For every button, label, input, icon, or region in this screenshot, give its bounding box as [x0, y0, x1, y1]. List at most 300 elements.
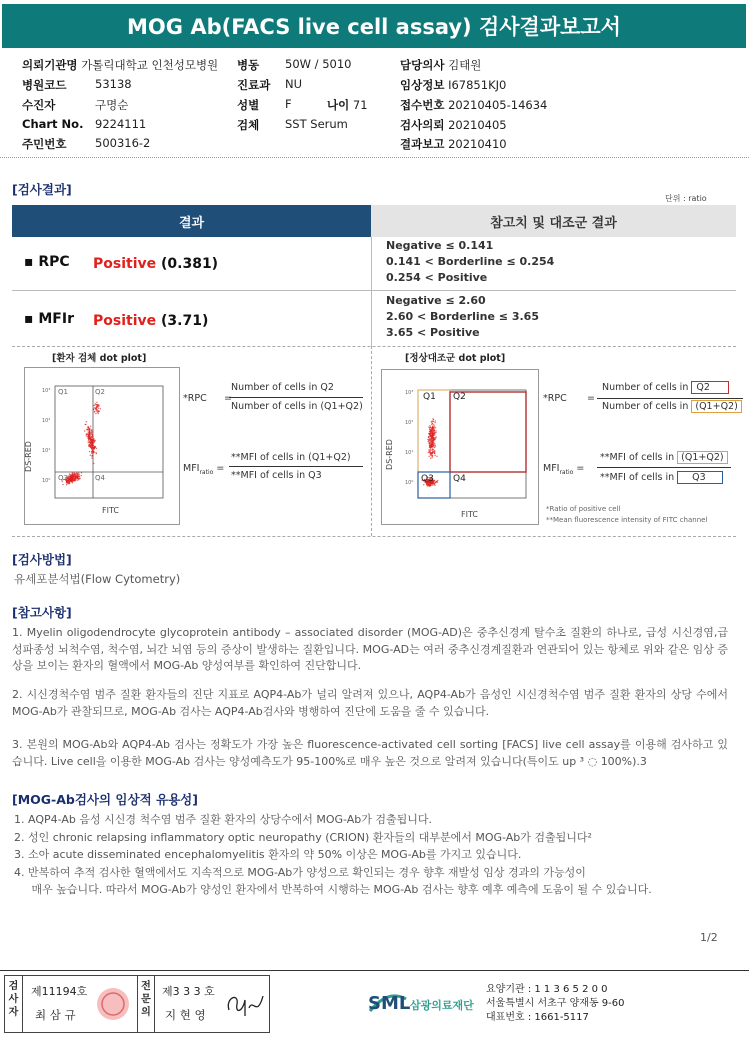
control-q3: Q3 — [421, 474, 434, 484]
mfi-formula-label: $MFI_{ratio}$ = — [183, 463, 225, 476]
control-rpc-den-text: Number of cells in — [602, 401, 689, 412]
scatter-dot — [428, 440, 429, 441]
method-text: 유세포분석법(Flow Cytometry) — [14, 572, 181, 586]
scatter-dot — [97, 409, 98, 410]
scatter-dot — [434, 433, 435, 434]
scatter-dot — [94, 441, 95, 442]
control-rpc-denominator — [602, 401, 742, 412]
mfir-name: MFIr — [38, 311, 74, 327]
scatter-dot — [88, 436, 89, 437]
rpc-formula-numerator: Number of cells in Q2 — [231, 382, 334, 393]
scatter-dot — [431, 421, 432, 422]
phone: 대표번호 : 1661-5117 — [486, 1012, 589, 1023]
scatter-dot — [434, 445, 435, 446]
scatter-dot — [436, 481, 437, 482]
scatter-dot — [435, 420, 436, 421]
control-rpc-eq: = — [587, 393, 595, 404]
scatter-dot — [428, 443, 429, 444]
scatter-dot — [432, 435, 433, 436]
scatter-dot — [96, 402, 97, 403]
scatter-dot — [428, 436, 429, 437]
tester-name: 최 삼 규 — [35, 1008, 76, 1022]
scatter-dot — [89, 444, 90, 445]
ward-value: 50W / 5010 — [285, 57, 352, 71]
rpc-value: (0.381) — [161, 256, 219, 272]
scatter-dot — [91, 445, 92, 446]
scatter-dot — [72, 482, 73, 483]
utility-item: 4. 반복하여 추적 검사한 혈액에서도 지속적으로 MOG-Ab가 양성으로 확인되는 경우 향후 재발성 임상 경과의 가능성이 — [14, 865, 586, 879]
mfi-formula-denominator: **MFI of cells in Q3 — [231, 470, 322, 481]
control-tick: 10³ — [405, 390, 414, 396]
clinical-label: 임상정보 — [400, 78, 445, 92]
scatter-dot — [72, 480, 73, 481]
control-mfi-numerator — [600, 452, 728, 463]
control-rpc-numerator — [602, 382, 729, 393]
scatter-dot — [89, 437, 90, 438]
mfir-value: (3.71) — [161, 313, 209, 329]
scatter-dot — [93, 463, 94, 464]
scatter-dot — [69, 482, 70, 483]
patient-y-label: DS-RED — [23, 441, 33, 472]
resident-label: 주민번호 — [22, 137, 67, 151]
rpc-reference — [386, 238, 554, 286]
scatter-dot — [430, 446, 431, 447]
scatter-dot — [432, 484, 433, 485]
plot-divider — [371, 346, 372, 536]
scatter-dot — [434, 453, 435, 454]
scatter-dot — [96, 448, 97, 449]
mfir-ref-positive: 3.65 < Positive — [386, 326, 480, 339]
scatter-dot — [95, 452, 96, 453]
scatter-dot — [74, 478, 75, 479]
patient-q1: Q1 — [58, 388, 68, 396]
scatter-dot — [91, 429, 92, 430]
control-y-label: DS-RED — [384, 439, 394, 470]
tester-number: 제11194호 — [31, 985, 88, 998]
scatter-dot — [93, 405, 94, 406]
scatter-dot — [91, 458, 92, 459]
scatter-dot — [81, 472, 82, 473]
rpc-formula-denominator: Number of cells in (Q1+Q2) — [231, 401, 363, 412]
patient-label: 수진자 — [22, 98, 56, 112]
institution-value: 가톨릭대학교 인천성모병원 — [81, 58, 219, 72]
scatter-dot — [77, 480, 78, 481]
scatter-dot — [98, 408, 99, 409]
scatter-dot — [432, 431, 433, 432]
scatter-dot — [432, 455, 433, 456]
specialist-label: 전문의 — [137, 976, 155, 1032]
scatter-dot — [100, 408, 101, 409]
mfi-sub: ratio — [199, 468, 214, 476]
control-rpc-label: *RPC — [543, 393, 567, 404]
divider — [0, 157, 749, 158]
scatter-dot — [95, 413, 96, 414]
specimen-label: 검체 — [237, 118, 260, 132]
scatter-dot — [93, 409, 94, 410]
scatter-dot — [84, 430, 85, 431]
care-number: 요양기관 : 1 1 3 6 5 2 0 0 — [486, 984, 608, 995]
scatter-dot — [429, 425, 430, 426]
patient-tick: 10² — [42, 418, 51, 424]
scatter-dot — [433, 431, 434, 432]
sex-value: F — [285, 97, 292, 111]
request-value: 20210405 — [448, 118, 507, 132]
scatter-dot — [89, 441, 90, 442]
clinical-value: I67851KJ0 — [448, 78, 507, 92]
scatter-dot — [427, 439, 428, 440]
scatter-dot — [94, 405, 95, 406]
control-mfi-label: $MFI_{ratio}$ = — [543, 463, 585, 476]
scatter-dot — [430, 427, 431, 428]
scatter-dot — [71, 474, 72, 475]
scatter-dot — [74, 476, 75, 477]
scatter-dot — [89, 429, 90, 430]
sml-logo-text: SML — [368, 993, 411, 1014]
utility-item: 1. AQP4-Ab 음성 시신경 척수염 범주 질환 환자의 상당수에서 MOG-Ab가 검출됩니다. — [14, 813, 432, 826]
scatter-dot — [88, 445, 89, 446]
scatter-dot — [92, 450, 93, 451]
control-tick: 10² — [405, 420, 414, 426]
page-number: 1/2 — [700, 931, 718, 944]
footer-contact — [486, 983, 625, 1025]
dept-value: NU — [285, 77, 303, 91]
control-tick: 10¹ — [405, 450, 414, 456]
control-mfi-denominator — [600, 472, 723, 483]
scatter-dot — [431, 433, 432, 434]
row-divider — [12, 290, 736, 291]
scatter-dot — [70, 480, 71, 481]
mfir-row: ▪ MFIr — [24, 311, 74, 327]
scatter-dot — [434, 422, 435, 423]
utility-heading: [MOG-Ab검사의 임상적 유용성] — [12, 792, 198, 807]
scatter-dot — [90, 434, 91, 435]
scatter-dot — [92, 440, 93, 441]
scatter-dot — [94, 411, 95, 412]
scatter-dot — [71, 477, 72, 478]
scatter-dot — [94, 446, 95, 447]
rpc-ref-negative: Negative ≤ 0.141 — [386, 239, 494, 252]
scatter-dot — [94, 451, 95, 452]
scatter-dot — [435, 427, 436, 428]
scatter-dot — [98, 405, 99, 406]
resident-value: 500316-2 — [95, 136, 151, 150]
control-mfi-den-text: **MFI of cells in — [600, 472, 675, 483]
scatter-dot — [428, 456, 429, 457]
scatter-dot — [429, 442, 430, 443]
result-column-header: 결과 — [12, 205, 371, 237]
patient-q2: Q2 — [95, 388, 105, 396]
scatter-dot — [91, 434, 92, 435]
scatter-dot — [93, 438, 94, 439]
scatter-dot — [91, 439, 92, 440]
rpc-name: RPC — [38, 254, 70, 270]
footnote-mfi: **Mean fluorescence intensity of FITC channel — [546, 516, 708, 524]
mfir-result — [93, 313, 208, 329]
scatter-dot — [432, 442, 433, 443]
specialist-number: 제3 3 3 호 — [162, 985, 215, 998]
mfir-ref-borderline: 2.60 < Borderline ≤ 3.65 — [386, 310, 539, 323]
mfir-result-text: Positive — [93, 313, 157, 329]
scatter-dot — [62, 484, 63, 485]
ward-label: 병동 — [237, 58, 260, 72]
scatter-dot — [68, 479, 69, 480]
address: 서울특별시 서초구 양재동 9-60 — [486, 998, 625, 1009]
control-q2: Q2 — [453, 392, 466, 402]
rpc-result-text: Positive — [93, 256, 157, 272]
report-value: 20210410 — [448, 137, 507, 151]
scatter-dot — [434, 455, 435, 456]
scatter-dot — [428, 449, 429, 450]
rpc-formula-eq: = — [224, 393, 232, 404]
signature-icon — [223, 988, 265, 1022]
note-paragraph-3: 3. 본원의 MOG-Ab와 AQP4-Ab 검사는 정확도가 가장 높은 fluorescence-activated cell sorting [FACS] live cell assay를 이용해 검사하고 있습니다. Live cell을 이용한 MOG-Ab 검사는 양성예측도가 95-100%로 매우 높은 것으로 알려져 있습니다(특이도 up ³ ◌ 100%).3 — [12, 738, 728, 768]
reference-column-header: 참고치 및 대조군 결과 — [371, 205, 736, 237]
scatter-dot — [85, 424, 86, 425]
scatter-dot — [434, 439, 435, 440]
control-x-label: FITC — [461, 510, 478, 519]
scatter-dot — [433, 429, 434, 430]
scatter-dot — [97, 412, 98, 413]
chart-label: Chart No. — [22, 117, 84, 131]
scatter-dot — [72, 472, 73, 473]
utility-list — [14, 811, 734, 899]
scatter-dot — [433, 424, 434, 425]
scatter-dot — [66, 482, 67, 483]
scatter-dot — [434, 485, 435, 486]
utility-item: 3. 소아 acute disseminated encephalomyelitis 환자의 약 50% 이상은 MOG-Ab를 가지고 있습니다. — [14, 848, 522, 861]
scatter-dot — [434, 447, 435, 448]
specimen-value: SST Serum — [285, 117, 348, 131]
age-label: 나이 — [327, 98, 350, 112]
doctor-value: 김태원 — [448, 58, 482, 72]
scatter-dot — [432, 440, 433, 441]
scatter-dot — [91, 447, 92, 448]
rpc-ref-borderline: 0.141 < Borderline ≤ 0.254 — [386, 255, 555, 268]
scatter-dot — [91, 432, 92, 433]
patient-q4: Q4 — [95, 474, 105, 482]
receipt-label: 접수번호 — [400, 98, 445, 112]
scatter-dot — [88, 435, 89, 436]
patient-tick: 10⁰ — [42, 478, 51, 484]
control-plot-title: [정상대조군 dot plot] — [405, 353, 506, 364]
scatter-dot — [95, 403, 96, 404]
scatter-dot — [435, 437, 436, 438]
scatter-dot — [433, 437, 434, 438]
rpc-ref-positive: 0.254 < Positive — [386, 271, 488, 284]
patient-x-label: FITC — [102, 506, 119, 515]
scatter-dot — [435, 430, 436, 431]
mfir-ref-negative: Negative ≤ 2.60 — [386, 294, 486, 307]
scatter-dot — [431, 457, 432, 458]
mfi-label: MFI — [183, 463, 200, 474]
scatter-dot — [428, 433, 429, 434]
scatter-dot — [432, 420, 433, 421]
scatter-dot — [91, 455, 92, 456]
dept-label: 진료과 — [237, 78, 271, 92]
scatter-dot — [434, 425, 435, 426]
patient-dot-plot — [24, 367, 180, 525]
scatter-dot — [431, 438, 432, 439]
scatter-dot — [70, 474, 71, 475]
scatter-dot — [434, 482, 435, 483]
scatter-dot — [433, 445, 434, 446]
scatter-dot — [78, 479, 79, 480]
scatter-dot — [87, 429, 88, 430]
sml-logo-name: 삼광의료재단 — [410, 999, 474, 1012]
control-mfi-num-text: **MFI of cells in — [600, 452, 675, 463]
control-dot-plot — [381, 369, 539, 525]
mfir-reference — [386, 293, 539, 341]
scatter-dot — [74, 479, 75, 480]
utility-item: 2. 성인 chronic relapsing inflammatory optic neuropathy (CRION) 환자들의 대부분에서 MOG-Ab가 검출됩니다² — [14, 830, 592, 844]
scatter-dot — [71, 478, 72, 479]
control-rpc-num-text: Number of cells in — [602, 382, 689, 393]
scatter-dot — [88, 439, 89, 440]
scatter-dot — [74, 473, 75, 474]
results-heading: [검사결과] — [12, 182, 72, 197]
rpc-row: ▪ RPC — [24, 254, 70, 270]
scatter-dot — [437, 480, 438, 481]
scatter-dot — [423, 484, 424, 485]
doctor-label: 담당의사 — [400, 58, 445, 72]
scatter-dot — [89, 432, 90, 433]
scatter-dot — [88, 442, 89, 443]
scatter-dot — [432, 427, 433, 428]
unit-label: 단위 : ratio — [665, 194, 707, 203]
scatter-dot — [86, 434, 87, 435]
scatter-dot — [77, 478, 78, 479]
scatter-dot — [433, 419, 434, 420]
scatter-dot — [77, 473, 78, 474]
scatter-dot — [426, 484, 427, 485]
plot-bottom-divider — [12, 536, 736, 537]
control-rpc-num-box: Q2 — [691, 381, 729, 394]
scatter-dot — [91, 451, 92, 452]
note-paragraph-2: 2. 시신경척수염 범주 질환 환자들의 진단 지표로 AQP4-Ab가 널리 알려져 있으나, AQP4-Ab가 음성인 시신경척수염 범주 질환 환자의 상당 수에서 MOG-Ab가 관찰되므로, MOG-Ab 검사는 AQP4-Ab검사와 병행하여 진단에 도움을 줄 수 있습니다. — [12, 688, 728, 718]
scatter-dot — [428, 427, 429, 428]
scatter-dot — [432, 444, 433, 445]
scatter-dot — [86, 421, 87, 422]
scatter-dot — [429, 449, 430, 450]
report-title: MOG Ab(FACS live cell assay) 검사결과보고서 — [2, 4, 746, 48]
scatter-dot — [95, 440, 96, 441]
institution-label: 의뢰기관명 — [22, 58, 78, 72]
scatter-dot — [88, 431, 89, 432]
scatter-dot — [88, 427, 89, 428]
scatter-dot — [430, 448, 431, 449]
scatter-dot — [88, 440, 89, 441]
scatter-dot — [430, 445, 431, 446]
scatter-dot — [81, 475, 82, 476]
scatter-dot — [435, 432, 436, 433]
control-mfi-fraction-line — [597, 467, 731, 468]
patient-plot-title: [환자 검체 dot plot] — [52, 353, 147, 364]
receipt-value: 20210405-14634 — [448, 98, 548, 112]
notes-heading: [참고사항] — [12, 605, 72, 620]
scatter-dot — [432, 446, 433, 447]
scatter-dot — [75, 473, 76, 474]
tester-label: 검사자 — [5, 976, 23, 1032]
control-mfi-sub: ratio — [559, 468, 574, 476]
scatter-dot — [91, 452, 92, 453]
patient-q3: Q3 — [58, 474, 68, 482]
control-q4: Q4 — [453, 474, 466, 484]
scatter-dot — [98, 413, 99, 414]
scatter-dot — [92, 452, 93, 453]
control-rpc-den-box: (Q1+Q2) — [691, 400, 741, 413]
signature-box — [4, 975, 270, 1033]
scatter-dot — [90, 439, 91, 440]
patient-tick: 10¹ — [42, 448, 51, 454]
scatter-dot — [436, 456, 437, 457]
control-tick: 10⁰ — [405, 480, 414, 486]
mfi-fraction-line — [229, 466, 363, 467]
row-divider — [12, 346, 736, 347]
scatter-dot — [75, 474, 76, 475]
control-mfi-label-text: MFI — [543, 463, 560, 474]
scatter-dot — [90, 442, 91, 443]
footer-divider — [0, 970, 749, 971]
mfi-formula-numerator: **MFI of cells in (Q1+Q2) — [231, 452, 351, 463]
footnote-rpc: *Ratio of positive cell — [546, 505, 621, 513]
scatter-dot — [430, 431, 431, 432]
rpc-fraction-line — [229, 397, 363, 398]
scatter-dot — [90, 455, 91, 456]
scatter-dot — [86, 436, 87, 437]
scatter-dot — [430, 455, 431, 456]
control-mfi-den-box: Q3 — [677, 471, 723, 484]
scatter-dot — [432, 423, 433, 424]
scatter-dot — [88, 433, 89, 434]
scatter-dot — [433, 451, 434, 452]
report-label: 결과보고 — [400, 137, 445, 151]
scatter-dot — [430, 458, 431, 459]
scatter-dot — [77, 476, 78, 477]
scatter-dot — [433, 449, 434, 450]
scatter-dot — [70, 476, 71, 477]
scatter-dot — [429, 485, 430, 486]
scatter-dot — [89, 451, 90, 452]
chart-value: 9224111 — [95, 117, 147, 131]
seal-icon — [95, 986, 131, 1022]
specialist-name: 지 현 영 — [165, 1008, 206, 1022]
scatter-dot — [430, 485, 431, 486]
request-label: 검사의뢰 — [400, 118, 445, 132]
scatter-dot — [430, 434, 431, 435]
control-rpc-fraction-line — [597, 398, 743, 399]
method-heading: [검사방법] — [12, 552, 72, 567]
scatter-dot — [93, 448, 94, 449]
scatter-dot — [433, 444, 434, 445]
sex-label: 성별 — [237, 98, 260, 112]
rpc-result — [93, 256, 218, 272]
scatter-dot — [434, 443, 435, 444]
note-paragraph-1: 1. Myelin oligodendrocyte glycoprotein antibody – associated disorder (MOG-AD)은 중추신경계 탈수초 질환의 하나로, 급성 시신경염,급성파종성 뇌척수염, 척수염, 뇌간 뇌염 등의 증상이 발생하는 질환입니다. MOG-AD는 여러 중추신경계질환과 연관되어 있는 항체로 위와 같은 임상 증상을 보이는 환자의 혈액에서 MOG-Ab 양성여부를 확인하여 진단합니다. — [12, 626, 728, 672]
scatter-dot — [79, 476, 80, 477]
rpc-formula-label: *RPC — [183, 393, 207, 404]
patient-value: 구명순 — [95, 98, 129, 112]
scatter-dot — [96, 407, 97, 408]
column-divider — [371, 237, 372, 346]
scatter-dot — [432, 453, 433, 454]
age-value: 71 — [352, 98, 368, 112]
hospital-code-label: 병원코드 — [22, 78, 67, 92]
scatter-dot — [434, 480, 435, 481]
patient-tick: 10³ — [42, 388, 51, 394]
control-q1: Q1 — [423, 392, 436, 402]
control-mfi-num-box: (Q1+Q2) — [677, 451, 727, 464]
scatter-dot — [72, 478, 73, 479]
